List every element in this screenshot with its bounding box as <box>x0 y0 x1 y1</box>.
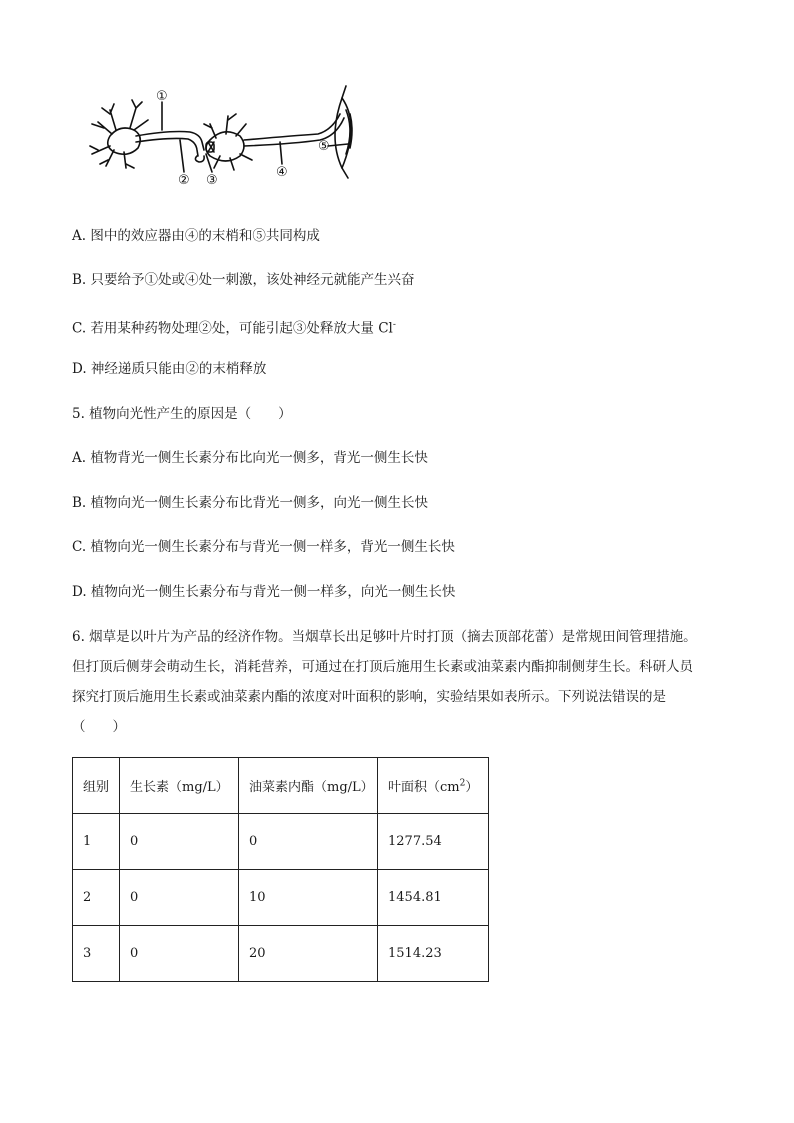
q5-option-a: A. 植物背光一侧生长素分布比向光一侧多，背光一侧生长快 <box>72 450 428 466</box>
q5-option-d: D. 植物向光一侧生长素分布与背光一侧一样多，向光一侧生长快 <box>72 584 456 600</box>
chloride-charge: - <box>392 320 396 330</box>
q6-stem-line-4: （ ） <box>72 719 126 735</box>
cell-group: 3 <box>73 926 120 982</box>
q4-option-a: A. 图中的效应器由④的末梢和⑤共同构成 <box>72 228 320 244</box>
header-group: 组别 <box>73 758 120 814</box>
cell-auxin: 0 <box>120 870 239 926</box>
cell-brassinolide: 20 <box>239 926 378 982</box>
label-3: ③ <box>206 173 218 188</box>
label-1: ① <box>156 89 168 104</box>
label-5: ⑤ <box>318 139 330 154</box>
table-row <box>73 870 489 926</box>
q4-option-c-text: C. 若用某种药物处理②处，可能引起③处释放大量 Cl <box>72 320 393 337</box>
q4-option-c <box>72 315 396 339</box>
cell-group: 2 <box>73 870 120 926</box>
q5-option-b: B. 植物向光一侧生长素分布比背光一侧多，向光一侧生长快 <box>72 495 429 511</box>
table-row <box>73 926 489 982</box>
label-4: ④ <box>276 165 288 180</box>
q4-option-b: B. 只要给予①处或④处一刺激，该处神经元就能产生兴奋 <box>72 272 415 288</box>
table-header-row <box>73 758 489 814</box>
header-leaf-area: 叶面积$(cm^2)$ <box>378 758 489 814</box>
header-auxin: 生长素（mg/L） <box>120 758 239 814</box>
cell-brassinolide: 0 <box>239 814 378 870</box>
cell-auxin: 0 <box>120 926 239 982</box>
header-brassinolide: 油菜素内酯（mg/L） <box>239 758 378 814</box>
q5-option-c: C. 植物向光一侧生长素分布与背光一侧一样多，背光一侧生长快 <box>72 539 455 555</box>
label-2: ② <box>178 173 190 188</box>
results-table <box>72 757 489 982</box>
cell-leaf-area: 1514.23 <box>378 926 489 982</box>
cell-leaf-area: 1277.54 <box>378 814 489 870</box>
cell-group: 1 <box>73 814 120 870</box>
q5-stem: 5. 植物向光性产生的原因是（ ） <box>72 406 292 422</box>
cell-auxin: 0 <box>120 814 239 870</box>
cell-brassinolide: 10 <box>239 870 378 926</box>
q6-stem-line-1: 6. 烟草是以叶片为产品的经济作物。当烟草长出足够叶片时打顶（摘去顶部花蕾）是常规田间管理措施。 <box>72 629 697 645</box>
table-row <box>73 814 489 870</box>
q6-stem-line-2: 但打顶后侧芽会萌动生长，消耗营养，可通过在打顶后施用生长素或油菜素内酯抑制侧芽生长。科研人员 <box>72 659 693 675</box>
q4-option-d: D. 神经递质只能由②的末梢释放 <box>72 361 267 377</box>
cell-leaf-area: 1454.81 <box>378 870 489 926</box>
q6-stem-line-3: 探究打顶后施用生长素或油菜素内酯的浓度对叶面积的影响，实验结果如表所示。下列说法错误的是 <box>72 689 666 705</box>
neuron-reflex-diagram <box>80 84 370 194</box>
